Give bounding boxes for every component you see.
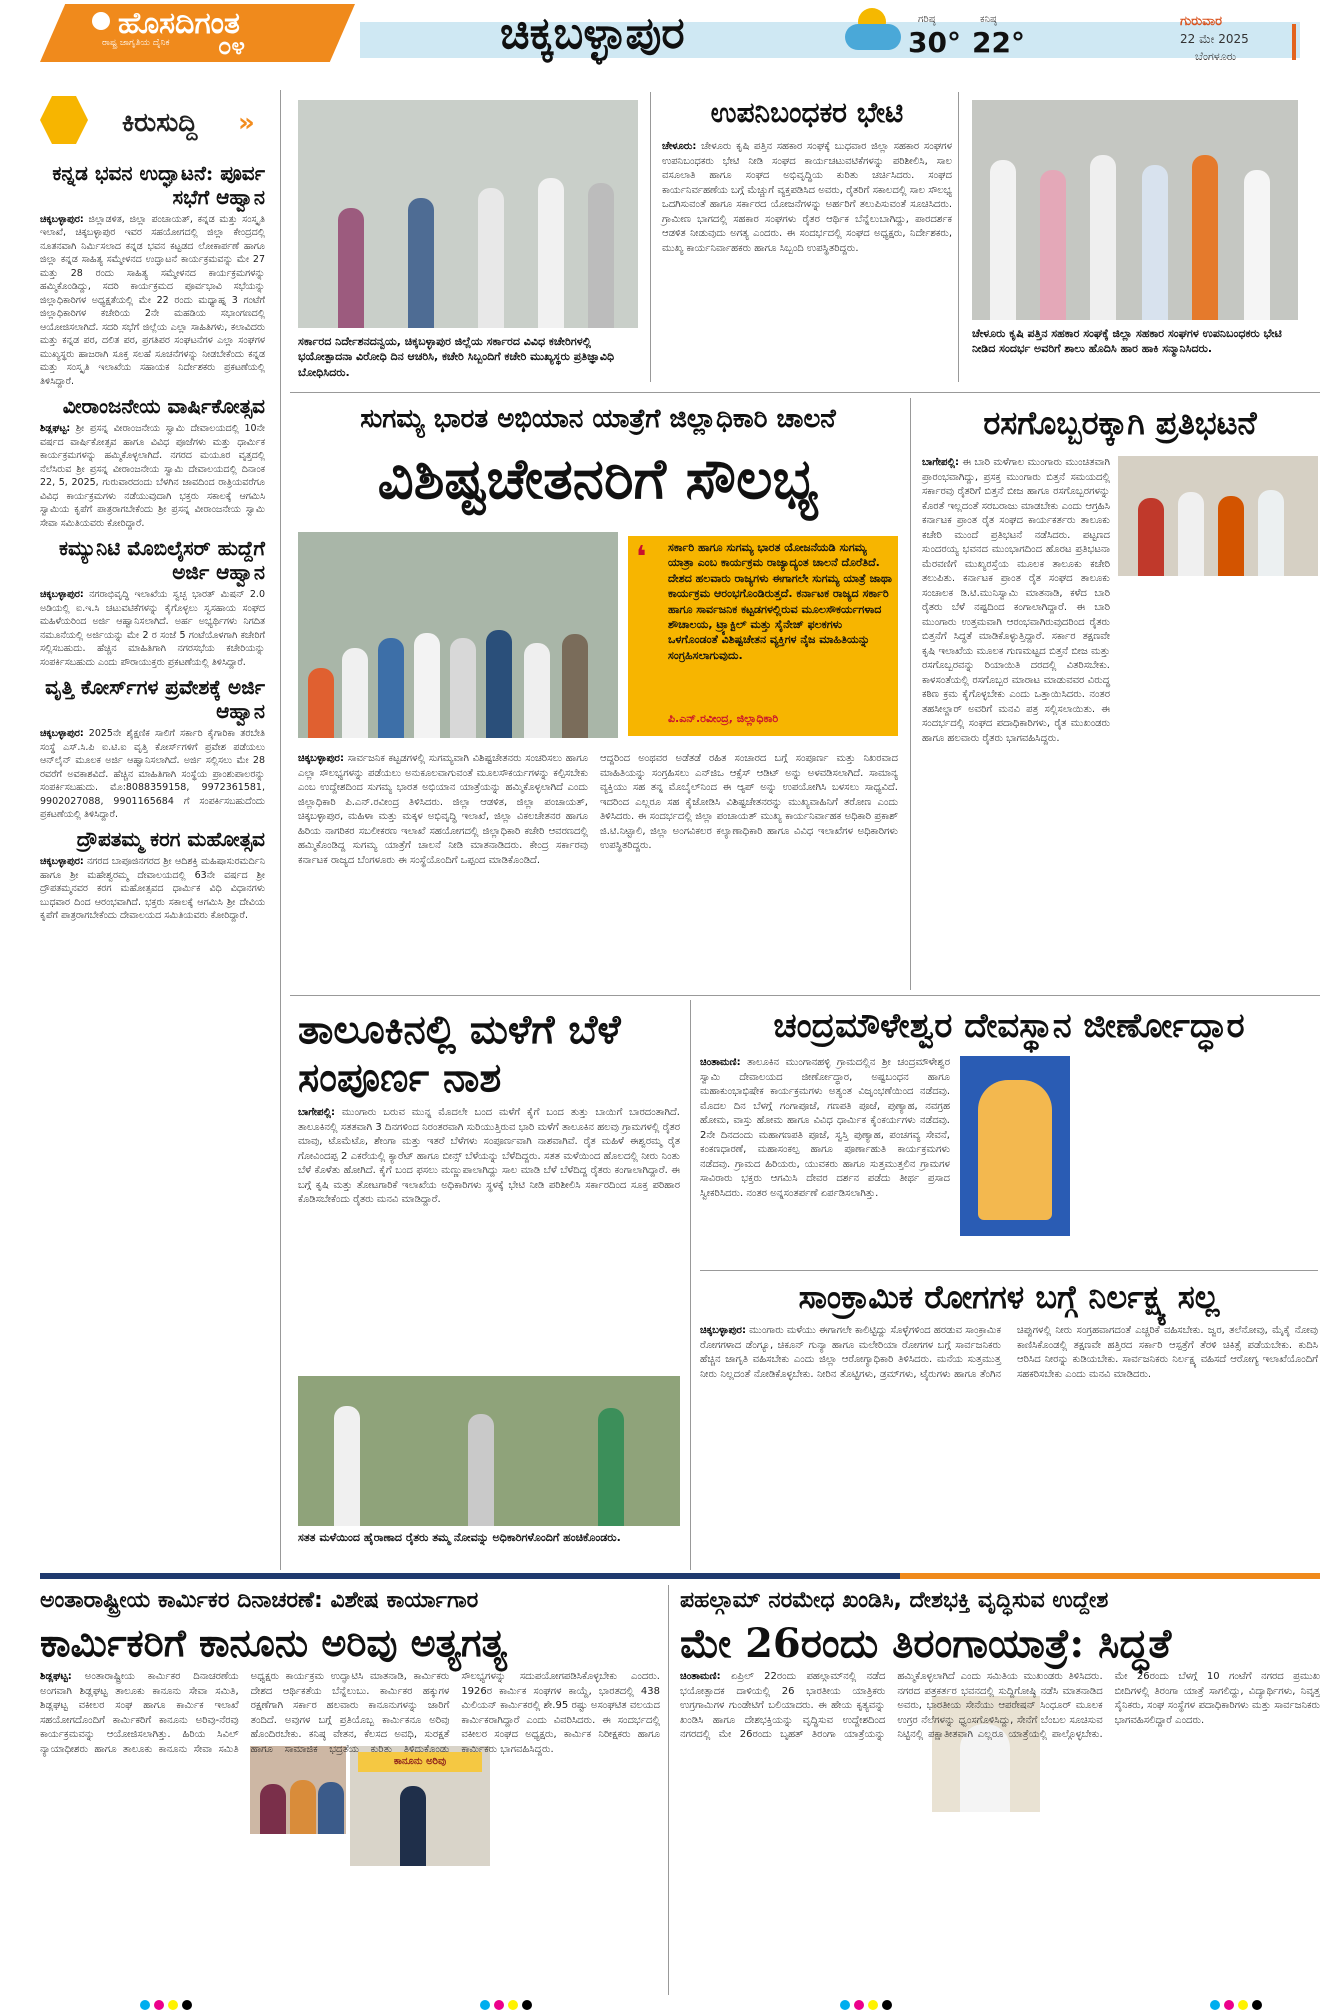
masthead-accent-bar <box>1292 24 1296 60</box>
temple-body: ತಾಲೂಕಿನ ಮುಂಗಾನಹಳ್ಳಿ ಗ್ರಾಮದಲ್ಲಿನ ಶ್ರೀ ಚಂದ್ರಮೌಳೇಶ್ವರ ಸ್ವಾಮಿ ದೇವಾಲಯದ ಜೀರ್ಣೋದ್ಧಾರ, ಅಷ್ಟಬಂಧನ ಹಾಗೂ ಮಹಾಕುಂಭಾಭಿಷೇಕ ಕಾರ್ಯಕ್ರಮಗಳು ಅತ್ಯಂತ ವಿಜೃಂಭಣೆಯಿಂದ ನಡೆದವು. ಮೊದಲ ದಿನ ಬೆಳಗ್ಗೆ ಗಂಗಾಪೂಜೆ, ಗಣಪತಿ ಪೂಜೆ, ಪುಣ್ಯಾಹ, ನವಗ್ರಹ ಹೋಮ, ವಾಸ್ತು ಹೋಮ ಹಾಗೂ ವಿವಿಧ ಧಾರ್ಮಿಕ ಕೈಂಕರ್ಯಗಳು ನಡೆದವು. 2ನೇ ದಿನದಂದು ಮಹಾಗಣಪತಿ ಪೂಜೆ, ಸ್ವಸ್ತಿ ಪುಣ್ಯಾಹ, ಪಂಚಗವ್ಯ ಸೇವನೆ, ಕಂಕಣಧಾರಣೆ, ಮಹಾಸಂಕಲ್ಪ ಹಾಗೂ ಪೂರ್ಣಾಹುತಿ ಕಾರ್ಯಕ್ರಮಗಳು ನಡೆದವು. ಗ್ರಾಮದ ಹಿರಿಯರು, ಯುವಕರು ಹಾಗೂ ಸುತ್ತಮುತ್ತಲಿನ ಗ್ರಾಮಗಳ ಸಾವಿರಾರು ಭಕ್ತರು ಆಗಮಿಸಿ ದೇವರ ದರ್ಶನ ಪಡೆದು ತೀರ್ಥ ಪ್ರಸಾದ ಸ್ವೀಕರಿಸಿದರು. ನಂತರ ಅನ್ನಸಂತರ್ಪಣೆ ಏರ್ಪಡಿಸಲಾಗಿತ್ತು. <box>700 1057 950 1199</box>
briefs-section-title: ಕಿರುಸುದ್ದಿ <box>122 108 198 138</box>
chevron-right-icon: » <box>238 108 255 138</box>
protest-headline: ರಸಗೊಬ್ಬರಕ್ಕಾಗಿ ಪ್ರತಿಭಟನೆ <box>983 404 1257 442</box>
lead-body-1: ಸಾರ್ವಜನಿಕ ಕಟ್ಟಡಗಳಲ್ಲಿ ಸುಗಮ್ಯವಾಗಿ ವಿಶಿಷ್ಟಚೇತನರು ಸಂಚರಿಸಲು ಹಾಗೂ ಎಲ್ಲಾ ಸೌಲಭ್ಯಗಳನ್ನು ಪಡೆಯಲು ಅನುಕೂಲವಾಗುವಂತೆ ಮೂಲಸೌಕರ್ಯಗಳನ್ನು ಕಲ್ಪಿಸಬೇಕು ಎಂಬ ಉದ್ದೇಶದಿಂದ ಸುಗಮ್ಯ ಭಾರತ ಅಭಿಯಾನ ಯಾತ್ರೆಯನ್ನು ಹಮ್ಮಿಕೊಳ್ಳಲಾಗಿದೆ ಎಂದು ಜಿಲ್ಲಾಧಿಕಾರಿ ಪಿ.ಎನ್.ರವೀಂದ್ರ ತಿಳಿಸಿದರು. ಜಿಲ್ಲಾ ಆಡಳಿತ, ಜಿಲ್ಲಾ ಪಂಚಾಯತ್, ಚಿಕ್ಕಬಳ್ಳಾಪುರ, ಮಹಿಳಾ ಮತ್ತು ಮಕ್ಕಳ ಅಭಿವೃದ್ಧಿ ಇಲಾಖೆ, ಜಿಲ್ಲಾ ವಿಕಲಚೇತನರ ಹಾಗೂ ಹಿರಿಯ ನಾಗರಿಕರ ಸಬಲೀಕರಣ ಇಲಾಖೆ ಸಹಯೋಗದಲ್ಲಿ ಜಿಲ್ಲಾಧಿಕಾರಿ ಕಚೇರಿ ಆವರಣದಲ್ಲಿ ಹಮ್ಮಿಕೊಂಡಿದ್ದ ಸುಗಮ್ಯ ಯಾತ್ರೆಗೆ ಚಾಲನೆ ನೀಡಿ ಮಾತನಾಡಿದರು. ಕೇಂದ್ರ ಸರ್ಕಾರವು ಕರ್ನಾಟಕ ರಾಜ್ಯದ ಬೆಂಗಳೂರು ಈ ಸಂಸ್ಥೆಯೊಂದಿಗೆ ಒಪ್ಪಂದ ಮಾಡಿಕೊಂಡಿದೆ. <box>298 753 588 866</box>
masthead-date: 22 ಮೇ 2025 <box>1180 32 1249 46</box>
rain-photo <box>298 1376 680 1526</box>
masthead-day: ಗುರುವಾರ <box>1180 14 1222 29</box>
lead-dateline: ಚಿಕ್ಕಬಳ್ಳಾಪುರ: <box>298 753 344 764</box>
rain-dateline: ಬಾಗೇಪಲ್ಲಿ: <box>298 1107 336 1118</box>
tiranga-dateline: ಚಿಂತಾಮಣಿ: <box>680 1671 721 1682</box>
tiranga-kicker: ಪಹಲ್ಗಾಮ್ ನರಮೇಧ ಖಂಡಿಸಿ, ದೇಶಭಕ್ತಿ ವೃದ್ಧಿಸುವ ಉದ್ದೇಶ <box>680 1588 1109 1613</box>
visit-body: ಚೇಳೂರು ಕೃಷಿ ಪತ್ತಿನ ಸಹಕಾರ ಸಂಘಕ್ಕೆ ಬುಧವಾರ ಜಿಲ್ಲಾ ಸಹಕಾರ ಸಂಘಗಳ ಉಪನಿಬಂಧಕರು ಭೇಟಿ ನೀಡಿ ಸಂಘದ ಕಾರ್ಯಚಟುವಟಿಕೆಗಳನ್ನು ಪರಿಶೀಲಿಸಿ, ಸಾಲ ವಸೂಲಾತಿ ಹಾಗೂ ಸಂಘದ ಅಭಿವೃದ್ಧಿಯ ಕುರಿತು ಚರ್ಚಿಸಿದರು. ಸಂಘದ ಕಾರ್ಯನಿರ್ವಹಣೆಯ ಬಗ್ಗೆ ಮೆಚ್ಚುಗೆ ವ್ಯಕ್ತಪಡಿಸಿದ ಅವರು, ರೈತರಿಗೆ ಸಕಾಲದಲ್ಲಿ ಸಾಲ ಸೌಲಭ್ಯ ಒದಗಿಸುವಂತೆ ಹಾಗೂ ಸರ್ಕಾರದ ಯೋಜನೆಗಳನ್ನು ಅರ್ಹರಿಗೆ ತಲುಪಿಸುವಂತೆ ಸೂಚಿಸಿದರು. ಗ್ರಾಮೀಣ ಭಾಗದಲ್ಲಿ ಸಹಕಾರ ಸಂಘಗಳು ರೈತರ ಆರ್ಥಿಕ ಬೆನ್ನೆಲುಬಾಗಿದ್ದು, ಪಾರದರ್ಶಕ ಆಡಳಿತ ನೀಡುವುದು ಅಗತ್ಯ ಎಂದರು. ಈ ಸಂದರ್ಭದಲ್ಲಿ ಸಂಘದ ಅಧ್ಯಕ್ಷರು, ನಿರ್ದೇಶಕರು, ಮುಖ್ಯ ಕಾರ್ಯನಿರ್ವಾಹಕರು ಹಾಗೂ ಸಿಬ್ಬಂದಿ ಉಪಸ್ಥಿತರಿದ್ದರು. <box>662 141 952 254</box>
masthead-logo-name: ಹೊಸದಿಗಂತ <box>118 6 240 41</box>
brief-item <box>40 394 265 530</box>
brief-body: ನಗರದ ಬಾಪೂಜಿನಗರದ ಶ್ರೀ ಆದಿಶಕ್ತಿ ಮಹಿಷಾಸುರಮರ್ದಿನಿ ಹಾಗೂ ಶ್ರೀ ಮಹೇಶ್ವರಮ್ಮ ದೇವಾಲಯದಲ್ಲಿ 63ನೇ ವರ್ಷದ ಶ್ರೀ ದ್ರೌಪತಮ್ಮನವರ ಕರಗ ಮಹೋತ್ಸವದ ಧಾರ್ಮಿಕ ವಿಧಿ ವಿಧಾನಗಳು ಬುಧವಾರ ದಿಂದ ಆರಂಭವಾಗಿದೆ. ಭಕ್ತರು ಸಕಾಲಕ್ಕೆ ಆಗಮಿಸಿ ಶ್ರೀ ದೇವಿಯ ಕೃಪೆಗೆ ಪಾತ್ರರಾಗಬೇಕೆಂದು ದೇವಾಲಯದ ಸಮಿತಿಯವರು ಕೋರಿದ್ದಾರೆ. <box>40 856 265 922</box>
felicitation-photo-caption: ಚೇಳೂರು ಕೃಷಿ ಪತ್ತಿನ ಸಹಕಾರ ಸಂಘಕ್ಕೆ ಜಿಲ್ಲಾ ಸಹಕಾರ ಸಂಘಗಳ ಉಪನಿಬಂಧಕರು ಭೇಟಿ ನೀಡಿದ ಸಂದರ್ಭ ಅವರಿಗೆ ಶಾಲು ಹೊದಿಸಿ ಹಾರ ಹಾಕಿ ಸನ್ಮಾನಿಸಿದರು. <box>972 327 1282 356</box>
section-divider <box>290 995 1320 996</box>
lead-quote: ಸರ್ಕಾರಿ ಹಾಗೂ ಸುಗಮ್ಯ ಭಾರತ ಯೋಜನೆಯಡಿ ಸುಗಮ್ಯ ಯಾತ್ರಾ ಎಂಬ ಕಾರ್ಯಕ್ರಮ ರಾಜ್ಯಾದ್ಯಂತ ಚಾಲನೆ ದೊರೆತಿದೆ. ದೇಶದ ಹಲವಾರು ರಾಜ್ಯಗಳು ಈಗಾಗಲೇ ಸುಗಮ್ಯ ಯಾತ್ರೆ ಜಾಥಾ ಕಾರ್ಯಕ್ರಮ ಆರಂಭಗೊಂಡಿರುತ್ತದೆ. ಕರ್ನಾಟಕ ರಾಜ್ಯದ ಸರ್ಕಾರಿ ಹಾಗೂ ಸಾರ್ವಜನಿಕ ಕಟ್ಟಡಗಳಲ್ಲಿರುವ ಮೂಲಸೌಕರ್ಯಗಳಾದ ಶೌಚಾಲಯ, ಟ್ರ್ಯಾಕ್ಟಿಲ್ ಮತ್ತು ಸೈನೇಜ್ ಫಲಕಗಳು ಒಳಗೊಂಡಂತೆ ವಿಶಿಷ್ಟಚೇತನ ವ್ಯಕ್ತಿಗಳ ನೈಜ ಮಾಹಿತಿಯನ್ನು ಸಂಗ್ರಹಿಸಲಾಗುವುದು. <box>668 541 892 662</box>
lead-headline: ವಿಶಿಷ್ಟಚೇತನರಿಗೆ ಸೌಲಭ್ಯ <box>377 446 819 512</box>
brief-body: ಜಿಲ್ಲಾಡಳಿತ, ಜಿಲ್ಲಾ ಪಂಚಾಯತ್, ಕನ್ನಡ ಮತ್ತು ಸಂಸ್ಕೃತಿ ಇಲಾಖೆ, ಚಿಕ್ಕಬಳ್ಳಾಪುರ ಇವರ ಸಹಯೋಗದಲ್ಲಿ ಜಿಲ್ಲಾ ಕೇಂದ್ರದಲ್ಲಿ ನೂತನವಾಗಿ ನಿರ್ಮಿಸಲಾದ ಕನ್ನಡ ಭವನ ಕಟ್ಟಡದ ಲೋಕಾರ್ಪಣೆ ಹಾಗೂ ಜಿಲ್ಲಾ ಕನ್ನಡ ಸಾಹಿತ್ಯ ಸಮ್ಮೇಳನದ ಉದ್ಘಾಟನೆ ಕಾರ್ಯಕ್ರಮವನ್ನು ಮೇ 27 ಮತ್ತು 28 ರಂದು ಸಾಹಿತ್ಯ ಸಮ್ಮೇಳನದ ಕಾರ್ಯಕ್ರಮಗಳನ್ನು ಹಮ್ಮಿಕೊಂಡಿದ್ದು, ಸದರಿ ಕಾರ್ಯಕ್ರಮದ ಪೂರ್ವಭಾವಿ ಸಭೆಯನ್ನು ಜಿಲ್ಲಾಧಿಕಾರಿಗಳ ಅಧ್ಯಕ್ಷತೆಯಲ್ಲಿ ಮೇ 22 ರಂದು ಮಧ್ಯಾಹ್ನ 3 ಗಂಟೆಗೆ ಜಿಲ್ಲಾಧಿಕಾರಿಗಳ ಕಚೇರಿಯ 2ನೇ ಮಹಡಿಯ ಸಭಾಂಗಣದಲ್ಲಿ ಆಯೋಜಿಸಲಾಗಿದೆ. ಸದರಿ ಸಭೆಗೆ ಜಿಲ್ಲೆಯ ಎಲ್ಲಾ ಸಾಹಿತಿಗಳು, ಕಲಾವಿದರು ಮತ್ತು ಕನ್ನಡ ಪರ, ದಲಿತ ಪರ, ಪ್ರಗತಿಪರ ಸಂಘಟನೆಗಳ ಎಲ್ಲಾ ಸಂಘಗಳ ಮುಖ್ಯಸ್ಥರು ಹಾಜರಾಗಿ ಸೂಕ್ತ ಸಲಹೆ ಸೂಚನೆಗಳನ್ನು ನೀಡಬೇಕೆಂದು ಕನ್ನಡ ಮತ್ತು ಸಂಸ್ಕೃತಿ ಇಲಾಖೆಯ ಸಹಾಯಕ ನಿರ್ದೇಶಕರು ಪ್ರಕಟಣೆಯಲ್ಲಿ ತಿಳಿಸಿದ್ದಾರೆ. <box>40 214 265 387</box>
lead-body-2: ಆದ್ದರಿಂದ ಅಂಥವರ ಅಡೆತಡೆ ರಹಿತ ಸಂಚಾರದ ಬಗ್ಗೆ ಸಂಪೂರ್ಣ ಮತ್ತು ನಿಖರವಾದ ಮಾಹಿತಿಯನ್ನು ಸಂಗ್ರಹಿಸಲು ಎನ್‌ಜಿಒ ಆಕ್ಸೆಸ್ ಆಡಿಟ್ ಅನ್ನು ಅಳವಡಿಸಲಾಗಿದೆ. ಸಾಮಾನ್ಯ ವ್ಯಕ್ತಿಯು ಸಹ ತನ್ನ ಮೊಬೈಲ್‌ನಿಂದ ಈ ಆ್ಯಪ್ ಅನ್ನು ಉಪಯೋಗಿಸಿ ಬಳಸಲು ಸಾಧ್ಯವಿದೆ. ಇದರಿಂದ ಎಲ್ಲರೂ ಸಹ ಕೈಜೋಡಿಸಿ ವಿಶಿಷ್ಟಚೇತನರನ್ನು ಮುಖ್ಯವಾಹಿನಿಗೆ ತರೋಣ ಎಂದು ತಿಳಿಸಿದರು. ಈ ಸಂದರ್ಭದಲ್ಲಿ ಜಿಲ್ಲಾ ಪಂಚಾಯತ್ ಮುಖ್ಯ ಕಾರ್ಯನಿರ್ವಾಹಕ ಅಧಿಕಾರಿ ಪ್ರಕಾಶ್ ಜಿ.ಟಿ.ನಿಟ್ಟಾಲಿ, ಜಿಲ್ಲಾ ಅಂಗವಿಕಲರ ಕಲ್ಯಾಣಾಧಿಕಾರಿ ಹಾಗೂ ವಿವಿಧ ಇಲಾಖೆಗಳ ಅಧಿಕಾರಿಗಳು ಉಪಸ್ಥಿತರಿದ್ದರು. <box>600 753 898 851</box>
lead-quote-source: ಪಿ.ಎನ್.ರವೀಂದ್ರ, ಜಿಲ್ಲಾಧಿಕಾರಿ <box>668 712 779 725</box>
temple-headline: ಚಂದ್ರಮೌಳೇಶ್ವರ ದೇವಸ್ಥಾನ ಜೀರ್ಣೋದ್ಧಾರ <box>773 1006 1245 1046</box>
brief-headline: ದ್ರೌಪತಮ್ಮ ಕರಗ ಮಹೋತ್ಸವ <box>76 827 265 852</box>
tiranga-headline: ಮೇ 26ರಂದು ತಿರಂಗಾಯಾತ್ರೆ: ಸಿದ್ಧತೆ <box>680 1620 1172 1667</box>
min-temp-label: ಕನಿಷ್ಠ <box>980 14 997 25</box>
column-divider <box>280 90 281 1570</box>
labour-kicker: ಅಂತಾರಾಷ್ಟ್ರೀಯ ಕಾರ್ಮಿಕರ ದಿನಾಚರಣೆ: ವಿಶೇಷ ಕಾರ್ಯಾಗಾರ <box>40 1588 479 1613</box>
registration-marks <box>138 1995 194 2014</box>
brief-dateline: ಶಿಡ್ಲಘಟ್ಟ: <box>40 423 71 435</box>
rain-headline: ತಾಲೂಕಿನಲ್ಲಿ ಮಳೆಗೆ ಬೆಳೆ ಸಂಪೂರ್ಣ ನಾಶ <box>298 1006 621 1101</box>
tiranga-body: ಏಪ್ರಿಲ್ 22ರಂದು ಪಹಲ್ಗಾಮ್‌ನಲ್ಲಿ ನಡೆದ ಭಯೋತ್ಪಾದಕ ದಾಳಿಯಲ್ಲಿ 26 ಭಾರತೀಯ ಯಾತ್ರಿಕರು ಉಗ್ರಗಾಮಿಗಳ ಗುಂಡೇಟಿಗೆ ಬಲಿಯಾದರು. ಈ ಹೇಯ ಕೃತ್ಯವನ್ನು ಖಂಡಿಸಿ ಹಾಗೂ ದೇಶಭಕ್ತಿಯನ್ನು ವೃದ್ಧಿಸುವ ಉದ್ದೇಶದಿಂದ ನಗರದಲ್ಲಿ ಮೇ 26ರಂದು ಬೃಹತ್ ತಿರಂಗಾ ಯಾತ್ರೆಯನ್ನು ಹಮ್ಮಿಕೊಳ್ಳಲಾಗಿದೆ ಎಂದು ಸಮಿತಿಯ ಮುಖಂಡರು ತಿಳಿಸಿದರು. ನಗರದ ಪತ್ರಕರ್ತರ ಭವನದಲ್ಲಿ ಸುದ್ದಿಗೋಷ್ಠಿ ನಡೆಸಿ ಮಾತನಾಡಿದ ಅವರು, ಭಾರತೀಯ ಸೇನೆಯು ಆಪರೇಷನ್ ಸಿಂಧೂರ್ ಮೂಲಕ ಉಗ್ರರ ನೆಲೆಗಳನ್ನು ಧ್ವಂಸಗೊಳಿಸಿದ್ದು, ಸೇನೆಗೆ ಬೆಂಬಲ ಸೂಚಿಸುವ ನಿಟ್ಟಿನಲ್ಲಿ ಪಕ್ಷಾತೀತವಾಗಿ ಎಲ್ಲರೂ ಯಾತ್ರೆಯಲ್ಲಿ ಪಾಲ್ಗೊಳ್ಳಬೇಕು. ಮೇ 26ರಂದು ಬೆಳಗ್ಗೆ 10 ಗಂಟೆಗೆ ನಗರದ ಪ್ರಮುಖ ಬೀದಿಗಳಲ್ಲಿ ತಿರಂಗಾ ಯಾತ್ರೆ ಸಾಗಲಿದ್ದು, ವಿದ್ಯಾರ್ಥಿಗಳು, ನಿವೃತ್ತ ಸೈನಿಕರು, ಸಂಘ ಸಂಸ್ಥೆಗಳ ಪದಾಧಿಕಾರಿಗಳು ಮತ್ತು ಸಾರ್ವಜನಿಕರು ಭಾಗವಹಿಸಲಿದ್ದಾರೆ ಎಂದರು. <box>680 1671 1320 1740</box>
cloud-icon <box>845 24 901 50</box>
rain-photo-caption: ಸತತ ಮಳೆಯಿಂದ ಹೈರಾಣಾದ ರೈತರು ತಮ್ಮ ನೋವನ್ನು ಅಧಿಕಾರಿಗಳೊಂದಿಗೆ ಹಂಚಿಕೊಂಡರು. <box>298 1531 621 1544</box>
masthead-place: ಬೆಂಗಳೂರು <box>1195 50 1237 63</box>
max-temp-value: 30° <box>908 26 961 59</box>
briefs-column <box>40 155 265 923</box>
rain-body: ಮುಂಗಾರು ಬರುವ ಮುನ್ನ ಮೊದಲೇ ಬಂದ ಮಳೆಗೆ ಕೈಗೆ ಬಂದ ತುತ್ತು ಬಾಯಿಗೆ ಬಾರದಂತಾಗಿದೆ. ತಾಲೂಕಿನಲ್ಲಿ ಸತತವಾಗಿ 3 ದಿನಗಳಿಂದ ನಿರಂತರವಾಗಿ ಸುರಿಯುತ್ತಿರುವ ಭಾರಿ ಮಳೆಗೆ ತಾಲೂಕಿನ ಹಲವು ಗ್ರಾಮಗಳಲ್ಲಿ ರೈತರ ಮಾವು, ಟೊಮೆಟೊ, ಶೇಂಗಾ ಮತ್ತು ಇತರೆ ಬೆಳೆಗಳು ಸಂಪೂರ್ಣವಾಗಿ ನಾಶವಾಗಿವೆ. ರೈತ ಮಹಿಳೆ ಈಶ್ವರಮ್ಮ ರೈತ ಗೋವಿಂದಪ್ಪ 2 ಎಕರೆಯಲ್ಲಿ ಕ್ಯಾರೆಟ್ ಹಾಗೂ ಬೀನ್ಸ್ ಬೆಳೆಯನ್ನು ಬೆಳೆದಿದ್ದರು. ಸತತ ಮಳೆಯಿಂದ ಹೊಲದಲ್ಲಿ ನೀರು ನಿಂತು ಬೆಳೆ ಕೊಳೆತು ಹೋಗಿದೆ. ಕೈಗೆ ಬಂದ ಫಸಲು ಮಣ್ಣುಪಾಲಾಗಿದ್ದು ಸಾಲ ಮಾಡಿ ಬೆಳೆ ಬೆಳೆದಿದ್ದ ರೈತರು ಕಂಗಾಲಾಗಿದ್ದಾರೆ. ಈ ಬಗ್ಗೆ ಕೃಷಿ ಮತ್ತು ತೋಟಗಾರಿಕೆ ಇಲಾಖೆಯ ಅಧಿಕಾರಿಗಳು ಸ್ಥಳಕ್ಕೆ ಭೇಟಿ ನೀಡಿ ಪರಿಶೀಲಿಸಿ ಸರ್ಕಾರದಿಂದ ಸೂಕ್ತ ಪರಿಹಾರ ಕೊಡಿಸಬೇಕೆಂದು ರೈತರು ಮನವಿ ಮಾಡಿದ್ದಾರೆ. <box>298 1107 680 1205</box>
quote-icon: ❛ <box>636 540 647 575</box>
section-stripe-accent <box>900 1573 1320 1579</box>
brief-item <box>40 536 265 669</box>
lamp-icon <box>92 12 110 30</box>
brief-dateline: ಚಿಕ್ಕಬಳ್ಳಾಪುರ: <box>40 589 84 601</box>
disease-dateline: ಚಿಕ್ಕಬಳ್ಳಾಪುರ: <box>700 1325 746 1336</box>
brief-headline: ವೃತ್ತಿ ಕೋರ್ಸ್‌ಗಳ ಪ್ರವೇಶಕ್ಕೆ ಅರ್ಜಿ ಆಹ್ವಾನ <box>45 675 265 724</box>
hand-icon <box>40 96 88 144</box>
brief-headline: ಕಮ್ಯುನಿಟಿ ಮೊಬಿಲೈಸರ್ ಹುದ್ದೆಗೆ ಅರ್ಜಿ ಆಹ್ವಾನ <box>59 536 265 585</box>
column-divider <box>668 1585 669 1995</box>
section-divider <box>700 1270 1318 1271</box>
column-divider <box>910 398 911 990</box>
felicitation-photo <box>972 100 1298 320</box>
protest-photo <box>1118 456 1318 576</box>
deity-icon <box>978 1080 1052 1220</box>
registration-marks <box>838 1995 894 2014</box>
registration-marks <box>478 1995 534 2014</box>
brief-item <box>40 675 265 821</box>
visit-dateline: ಚೇಳೂರು: <box>662 141 697 152</box>
protest-dateline: ಬಾಗೇಪಲ್ಲಿ: <box>922 457 960 468</box>
column-divider <box>958 92 959 382</box>
brief-body: ನಗರಾಭಿವೃದ್ಧಿ ಇಲಾಖೆಯ ಸ್ವಚ್ಛ ಭಾರತ್ ಮಿಷನ್ 2.0 ಅಡಿಯಲ್ಲಿ ಐ.ಇ.ಸಿ ಚಟುವಟಿಕೆಗಳನ್ನು ಕೈಗೊಳ್ಳಲು ಸ್ವಸಹಾಯ ಸಂಘದ ಮಹಿಳೆಯರಿಂದ ಅರ್ಜಿ ಆಹ್ವಾನಿಸಲಾಗಿದೆ. ಅರ್ಹ ಅಭ್ಯರ್ಥಿಗಳು ನಿಗದಿತ ನಮೂನೆಯಲ್ಲಿ ಅರ್ಜಿಯನ್ನು ಮೇ 2 ರ ಸಂಜೆ 5 ಗಂಟೆಯೊಳಗಾಗಿ ಕಚೇರಿಗೆ ಸಲ್ಲಿಸಬಹುದು. ಹೆಚ್ಚಿನ ಮಾಹಿತಿಗಾಗಿ ನಗರಸಭೆಯ ಕಚೇರಿಯನ್ನು ಸಂಪರ್ಕಿಸಬಹುದು ಎಂದು ಪೌರಾಯುಕ್ತರು ಪ್ರಕಟಣೆಯಲ್ಲಿ ತಿಳಿಸಿದ್ದಾರೆ. <box>40 589 265 668</box>
brief-headline: ಕನ್ನಡ ಭವನ ಉದ್ಘಾಟನೆ: ಪೂರ್ವ ಸಭೆಗೆ ಆಹ್ವಾನ <box>52 161 265 209</box>
lead-kicker: ಸುಗಮ್ಯ ಭಾರತ ಅಭಿಯಾನ ಯಾತ್ರೆಗೆ ಜಿಲ್ಲಾಧಿಕಾರಿ ಚಾಲನೆ <box>360 404 836 434</box>
disease-body: ಮುಂಗಾರು ಮಳೆಯು ಈಗಾಗಲೇ ಕಾಲಿಟ್ಟಿದ್ದು ಸೊಳ್ಳೆಗಳಿಂದ ಹರಡುವ ಸಾಂಕ್ರಾಮಿಕ ರೋಗಗಳಾದ ಡೆಂಗ್ಯೂ, ಚಿಕೂನ್ ಗುನ್ಯಾ ಹಾಗೂ ಮಲೇರಿಯಾ ರೋಗಗಳ ಬಗ್ಗೆ ಸಾರ್ವಜನಿಕರು ಹೆಚ್ಚಿನ ಜಾಗೃತಿ ವಹಿಸಬೇಕು ಎಂದು ಜಿಲ್ಲಾ ಆರೋಗ್ಯಾಧಿಕಾರಿ ತಿಳಿಸಿದರು. ಮನೆಯ ಸುತ್ತಮುತ್ತ ನೀರು ನಿಲ್ಲದಂತೆ ನೋಡಿಕೊಳ್ಳಬೇಕು. ನೀರಿನ ತೊಟ್ಟಿಗಳು, ಡ್ರಮ್‌ಗಳು, ಟೈರುಗಳು ಹಾಗೂ ತೆಂಗಿನ ಚಿಪ್ಪುಗಳಲ್ಲಿ ನೀರು ಸಂಗ್ರಹವಾಗದಂತೆ ಎಚ್ಚರಿಕೆ ವಹಿಸಬೇಕು. ಜ್ವರ, ತಲೆನೋವು, ಮೈಕೈ ನೋವು ಕಾಣಿಸಿಕೊಂಡಲ್ಲಿ ತಕ್ಷಣವೇ ಹತ್ತಿರದ ಸರ್ಕಾರಿ ಆಸ್ಪತ್ರೆಗೆ ತೆರಳಿ ಚಿಕಿತ್ಸೆ ಪಡೆಯಬೇಕು. ಕುದಿಸಿ ಆರಿಸಿದ ನೀರನ್ನು ಕುಡಿಯಬೇಕು. ಸಾರ್ವಜನಿಕರು ನಿರ್ಲಕ್ಷ್ಯ ವಹಿಸದೆ ಆರೋಗ್ಯ ಇಲಾಖೆಯೊಂದಿಗೆ ಸಹಕರಿಸಬೇಕು ಎಂದು ಮನವಿ ಮಾಡಿದರು. <box>700 1325 1318 1380</box>
page-title: ಚಿಕ್ಕಬಳ್ಳಾಪುರ <box>500 8 685 59</box>
brief-body: 2025ನೇ ಶೈಕ್ಷಣಿಕ ಸಾಲಿಗೆ ಸರ್ಕಾರಿ ಕೈಗಾರಿಕಾ ತರಬೇತಿ ಸಂಸ್ಥೆ ಎಸ್.ಸಿ.ಪಿ ಐ.ಟಿ.ಐ ವೃತ್ತಿ ಕೋರ್ಸ್‌ಗಳಿಗೆ ಪ್ರವೇಶ ಪಡೆಯಲು ಆನ್‌ಲೈನ್ ಮೂಲಕ ಅರ್ಜಿ ಆಹ್ವಾನಿಸಲಾಗಿದೆ. ಅರ್ಜಿ ಸಲ್ಲಿಸಲು ಮೇ 28 ರವರೆಗೆ ಅವಕಾಶವಿದೆ. ಹೆಚ್ಚಿನ ಮಾಹಿತಿಗಾಗಿ ಸಂಸ್ಥೆಯ ಪ್ರಾಂಶುಪಾಲರನ್ನು ಸಂಪರ್ಕಿಸಬಹುದು. ಮೊ:8088359158, 9972361581, 9902027088, 9901165684 ಗೆ ಸಂಪರ್ಕಿಸಬಹುದೆಂದು ಪ್ರಕಟಣೆಯಲ್ಲಿ ತಿಳಿಸಿದ್ದಾರೆ. <box>40 728 265 820</box>
masthead-logo-tagline: ರಾಷ್ಟ್ರ ಜಾಗೃತಿಯ ದೈನಿಕ <box>102 38 170 48</box>
brief-headline: ವೀರಾಂಜನೇಯ ವಾರ್ಷಿಕೋತ್ಸವ <box>62 394 265 419</box>
labour-body: ಅಂತಾರಾಷ್ಟ್ರೀಯ ಕಾರ್ಮಿಕರ ದಿನಾಚರಣೆಯ ಅಂಗವಾಗಿ ಶಿಡ್ಲಘಟ್ಟ ತಾಲೂಕು ಕಾನೂನು ಸೇವಾ ಸಮಿತಿ, ಶಿಡ್ಲಘಟ್ಟ ವಕೀಲರ ಸಂಘ ಹಾಗೂ ಕಾರ್ಮಿಕ ಇಲಾಖೆ ಸಹಯೋಗದೊಂದಿಗೆ ಕಾರ್ಮಿಕರಿಗೆ ಕಾನೂನು ಅರಿವು-ನೆರವು ಕಾರ್ಯಕ್ರಮವನ್ನು ಆಯೋಜಿಸಲಾಗಿತ್ತು. ಹಿರಿಯ ಸಿವಿಲ್ ನ್ಯಾಯಾಧೀಶರು ಹಾಗೂ ತಾಲೂಕು ಕಾನೂನು ಸೇವಾ ಸಮಿತಿ ಅಧ್ಯಕ್ಷರು ಕಾರ್ಯಕ್ರಮ ಉದ್ಘಾಟಿಸಿ ಮಾತನಾಡಿ, ಕಾರ್ಮಿಕರು ದೇಶದ ಆರ್ಥಿಕತೆಯ ಬೆನ್ನೆಲುಬು. ಕಾರ್ಮಿಕರ ಹಕ್ಕುಗಳ ರಕ್ಷಣೆಗಾಗಿ ಸರ್ಕಾರ ಹಲವಾರು ಕಾನೂನುಗಳನ್ನು ಜಾರಿಗೆ ತಂದಿದೆ. ಅವುಗಳ ಬಗ್ಗೆ ಪ್ರತಿಯೊಬ್ಬ ಕಾರ್ಮಿಕನೂ ಅರಿವು ಹೊಂದಿರಬೇಕು. ಕನಿಷ್ಠ ವೇತನ, ಕೆಲಸದ ಅವಧಿ, ಸುರಕ್ಷತೆ ಹಾಗೂ ಸಾಮಾಜಿಕ ಭದ್ರತೆಯ ಕುರಿತು ತಿಳಿದುಕೊಂಡು ಸೌಲಭ್ಯಗಳನ್ನು ಸದುಪಯೋಗಪಡಿಸಿಕೊಳ್ಳಬೇಕು ಎಂದರು. 1926ರ ಕಾರ್ಮಿಕ ಸಂಘಗಳ ಕಾಯ್ದೆ, ಭಾರತದಲ್ಲಿ 438 ಮಿಲಿಯನ್ ಕಾರ್ಮಿಕರಲ್ಲಿ ಶೇ.95 ರಷ್ಟು ಅಸಂಘಟಿತ ವಲಯದ ಕಾರ್ಮಿಕರಾಗಿದ್ದಾರೆ ಎಂದು ವಿವರಿಸಿದರು. ಈ ಸಂದರ್ಭದಲ್ಲಿ ವಕೀಲರ ಸಂಘದ ಅಧ್ಯಕ್ಷರು, ಕಾರ್ಮಿಕ ನಿರೀಕ್ಷಕರು ಹಾಗೂ ಕಾರ್ಮಿಕರು ಭಾಗವಹಿಸಿದ್ದರು. <box>40 1671 660 1755</box>
temple-dateline: ಚಿಂತಾಮಣಿ: <box>700 1057 741 1068</box>
brief-dateline: ಚಿಕ್ಕಬಳ್ಳಾಪುರ: <box>40 214 84 225</box>
column-divider <box>690 1000 691 1570</box>
labour-dateline: ಶಿಡ್ಲಘಟ್ಟ: <box>40 1671 72 1682</box>
lead-photo <box>298 532 618 738</box>
brief-dateline: ಚಿಕ್ಕಬಳ್ಳಾಪುರ: <box>40 856 84 868</box>
brief-item <box>40 161 265 388</box>
visit-headline: ಉಪನಿಬಂಧಕರ ಭೇಟಿ <box>710 96 904 129</box>
brief-body: ಶ್ರೀ ಪ್ರಸನ್ನ ವೀರಾಂಜನೇಯ ಸ್ವಾಮಿ ದೇವಾಲಯದಲ್ಲಿ 10ನೇ ವರ್ಷದ ವಾರ್ಷಿಕೋತ್ಸವ ಹಾಗೂ ವಿವಿಧ ಪೂಜೆಗಳು ಮತ್ತು ಧಾರ್ಮಿಕ ಕಾರ್ಯಕ್ರಮಗಳನ್ನು ಹಮ್ಮಿಕೊಳ್ಳಲಾಗಿದೆ. ನಗರದ ಮಯೂರ ವೃತ್ತದಲ್ಲಿ ನೆಲೆಸಿರುವ ಶ್ರೀ ಪ್ರಸನ್ನ ವೀರಾಂಜನೇಯ ಸ್ವಾಮಿ ದೇವಾಲಯದಲ್ಲಿ ದಿನಾಂಕ 22, 5, 2025, ಗುರುವಾರದಂದು ಬೆಳಗಿನ ಜಾವದಿಂದ ರಾತ್ರಿಯವರೆಗೂ ವಿವಿಧ ಕಾರ್ಯಕ್ರಮಗಳು ನಡೆಯುವುದಾಗಿ ಭಕ್ತರು ಸಕಾಲಕ್ಕೆ ಆಗಮಿಸಿ ಸ್ವಾಮಿಯ ಕೃಪೆಗೆ ಪಾತ್ರರಾಗಬೇಕೆಂದು ಶ್ರೀ ಪ್ರಸನ್ನ ವೀರಾಂಜನೇಯ ಸ್ವಾಮಿ ಸೇವಾ ಸಮಿತಿಯವರು ಕೋರಿದ್ದಾರೆ. <box>40 423 265 529</box>
pledge-photo <box>298 100 638 328</box>
registration-marks <box>1208 1995 1264 2014</box>
brief-dateline: ಚಿಕ್ಕಬಳ್ಳಾಪುರ: <box>40 728 84 740</box>
section-divider <box>290 392 1320 393</box>
labour-headline: ಕಾರ್ಮಿಕರಿಗೆ ಕಾನೂನು ಅರಿವು ಅತ್ಯಗತ್ಯ <box>40 1620 507 1665</box>
page-number: ೦೪ <box>218 32 245 60</box>
labour-banner: ಕಾನೂನು ಅರಿವು <box>358 1752 482 1772</box>
pledge-photo-caption: ಸರ್ಕಾರದ ನಿರ್ದೇಶನದನ್ವಯ, ಚಿಕ್ಕಬಳ್ಳಾಪುರ ಜಿಲ್ಲೆಯ ಸರ್ಕಾರದ ವಿವಿಧ ಕಚೇರಿಗಳಲ್ಲಿ ಭಯೋತ್ಪಾದನಾ ವಿರೋಧಿ ದಿನ ಆಚರಿಸಿ, ಕಚೇರಿ ಸಿಬ್ಬಂದಿಗೆ ಕಚೇರಿ ಮುಖ್ಯಸ್ಥರು ಪ್ರತಿಜ್ಞಾವಿಧಿ ಬೋಧಿಸಿದರು. <box>298 335 615 379</box>
brief-item <box>40 827 265 922</box>
protest-body: ಈ ಬಾರಿ ಮಳೆಗಾಲ ಮುಂಗಾರು ಮುಂಚಿತವಾಗಿ ಪ್ರಾರಂಭವಾಗಿದ್ದು, ಪ್ರಸಕ್ತ ಮುಂಗಾರು ಬಿತ್ತನೆ ಸಮಯದಲ್ಲಿ ಸರ್ಕಾರವು ರೈತರಿಗೆ ಬಿತ್ತನೆ ಬೀಜ ಹಾಗೂ ರಸಗೊಬ್ಬರಗಳನ್ನು ಕೊರತೆ ಇಲ್ಲದಂತೆ ಸರಬರಾಜು ಮಾಡಬೇಕು ಎಂದು ಆಗ್ರಹಿಸಿ ಕರ್ನಾಟಕ ಪ್ರಾಂತ ರೈತ ಸಂಘದ ಕಾರ್ಯಕರ್ತರು ತಾಲೂಕು ಕಚೇರಿ ಮುಂದೆ ಪ್ರತಿಭಟನೆ ನಡೆಸಿದರು. ಪಟ್ಟಣದ ಸುಂದರಯ್ಯ ಭವನದ ಮುಂಭಾಗದಿಂದ ಹೊರಟ ಪ್ರತಿಭಟನಾ ಮೆರವಣಿಗೆ ಮುಖ್ಯರಸ್ತೆಯ ಮೂಲಕ ತಾಲೂಕು ಕಚೇರಿ ತಲುಪಿತು. ಕರ್ನಾಟಕ ಪ್ರಾಂತ ರೈತ ಸಂಘದ ತಾಲೂಕು ಸಂಚಾಲಕ ಡಿ.ಟಿ.ಮುನಿಸ್ವಾಮಿ ಮಾತನಾಡಿ, ಕಳೆದ ಬಾರಿ ರೈತರು ಬೆಳೆ ನಷ್ಟದಿಂದ ಕಂಗಾಲಾಗಿದ್ದಾರೆ. ಈ ಬಾರಿ ಮುಂಗಾರು ಉತ್ತಮವಾಗಿ ಆರಂಭವಾಗಿರುವುದರಿಂದ ರೈತರು ಬಿತ್ತನೆಗೆ ಸಿದ್ಧತೆ ಮಾಡಿಕೊಳ್ಳುತ್ತಿದ್ದಾರೆ. ಸರ್ಕಾರ ತಕ್ಷಣವೇ ಕೃಷಿ ಇಲಾಖೆಯ ಮೂಲಕ ಗುಣಮಟ್ಟದ ಬಿತ್ತನೆ ಬೀಜ ಮತ್ತು ರಸಗೊಬ್ಬರವನ್ನು ರಿಯಾಯಿತಿ ದರದಲ್ಲಿ ವಿತರಿಸಬೇಕು. ಕಾಳಸಂತೆಯಲ್ಲಿ ರಸಗೊಬ್ಬರ ಮಾರಾಟ ಮಾಡುವವರ ವಿರುದ್ಧ ಕಠಿಣ ಕ್ರಮ ಕೈಗೊಳ್ಳಬೇಕು ಎಂದು ಒತ್ತಾಯಿಸಿದರು. ನಂತರ ತಹಸೀಲ್ದಾರ್ ಅವರಿಗೆ ಮನವಿ ಪತ್ರ ಸಲ್ಲಿಸಲಾಯಿತು. ಈ ಸಂದರ್ಭದಲ್ಲಿ ಸಂಘದ ಪದಾಧಿಕಾರಿಗಳು, ರೈತ ಮುಖಂಡರು ಹಾಗೂ ಹಲವಾರು ರೈತರು ಭಾಗವಹಿಸಿದ್ದರು. <box>922 457 1110 744</box>
disease-headline: ಸಾಂಕ್ರಾಮಿಕ ರೋಗಗಳ ಬಗ್ಗೆ ನಿರ್ಲಕ್ಷ್ಯ ಸಲ್ಲ <box>798 1278 1220 1316</box>
max-temp-label: ಗರಿಷ್ಠ <box>918 14 936 25</box>
min-temp-value: 22° <box>972 26 1025 59</box>
column-divider <box>650 92 651 382</box>
